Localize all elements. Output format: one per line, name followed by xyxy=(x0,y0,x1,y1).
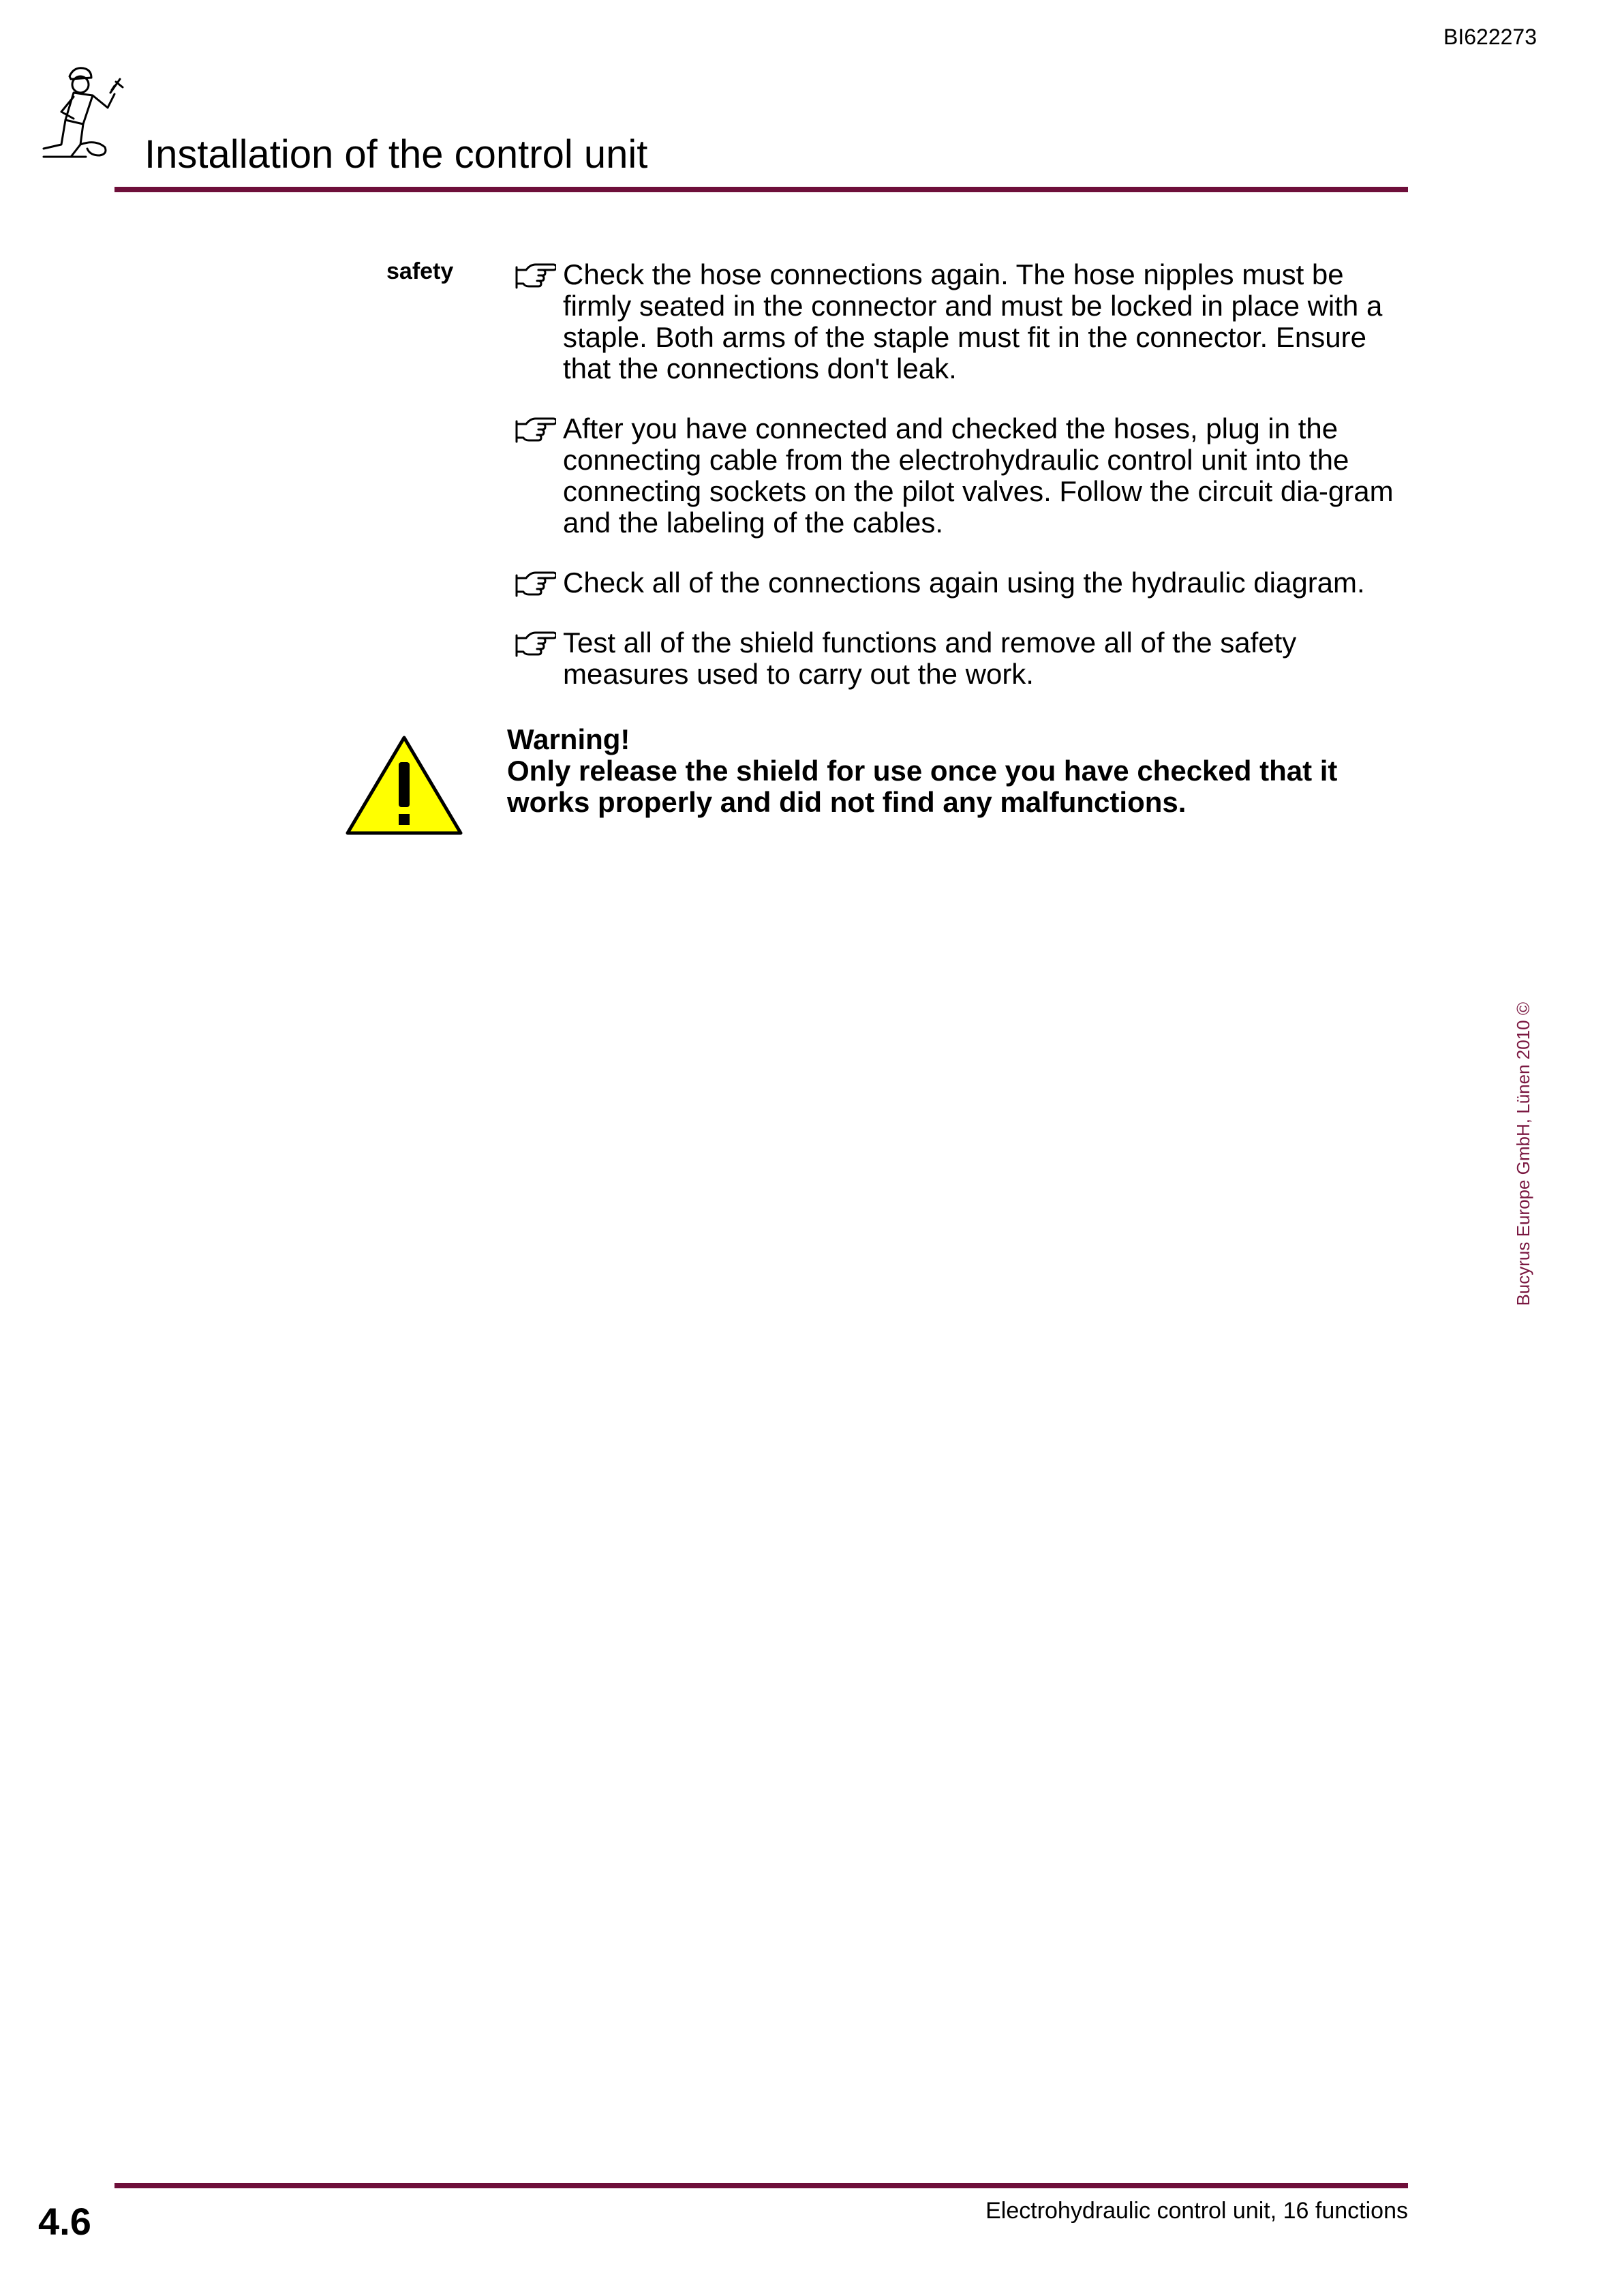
instruction-text: Check all of the connections again using the hydraulic diagram. xyxy=(563,567,1365,599)
instruction-text: After you have connected and checked the hoses, plug in the connecting cable from the electrohydraulic control unit into the connecting sockets on the pilot valves. Follow the circuit dia-gram and the labeling of the cables. xyxy=(563,412,1394,539)
footer-rule xyxy=(114,2183,1408,2188)
side-label-safety: safety xyxy=(386,258,454,284)
instruction-text: Check the hose connections again. The hose nipples must be firmly seated in the connector and must be locked in place with a staple. Both arms of the staple must fit in the connector. Ensure that the connections don't leak. xyxy=(563,258,1383,384)
pointing-hand-icon xyxy=(514,262,556,289)
instruction-step xyxy=(507,259,1413,384)
warning-message xyxy=(507,724,1413,818)
pointing-hand-icon xyxy=(514,416,556,443)
instruction-text: Test all of the shield functions and remove all of the safety measures used to carry out the work. xyxy=(563,626,1297,690)
instruction-list xyxy=(507,259,1413,719)
pointing-hand-icon xyxy=(514,570,556,597)
page-number: 4.6 xyxy=(38,2200,91,2243)
instruction-step xyxy=(507,567,1413,599)
document-id: BI622273 xyxy=(1443,25,1537,49)
worker-icon xyxy=(42,61,144,177)
header-rule xyxy=(114,187,1408,192)
pointing-hand-icon xyxy=(514,630,556,657)
warning-triangle-icon xyxy=(345,735,463,836)
warning-heading: Warning! xyxy=(507,723,630,755)
copyright-text: Bucyrus Europe GmbH, Lünen 2010 © xyxy=(1513,1002,1533,1306)
warning-text: Only release the shield for use once you have checked that it works properly and did not find any malfunctions. xyxy=(507,755,1338,818)
instruction-step xyxy=(507,627,1413,690)
page-title: Installation of the control unit xyxy=(144,132,648,177)
instruction-step xyxy=(507,413,1413,539)
footer-document-name: Electrohydraulic control unit, 16 functions xyxy=(985,2198,1408,2224)
